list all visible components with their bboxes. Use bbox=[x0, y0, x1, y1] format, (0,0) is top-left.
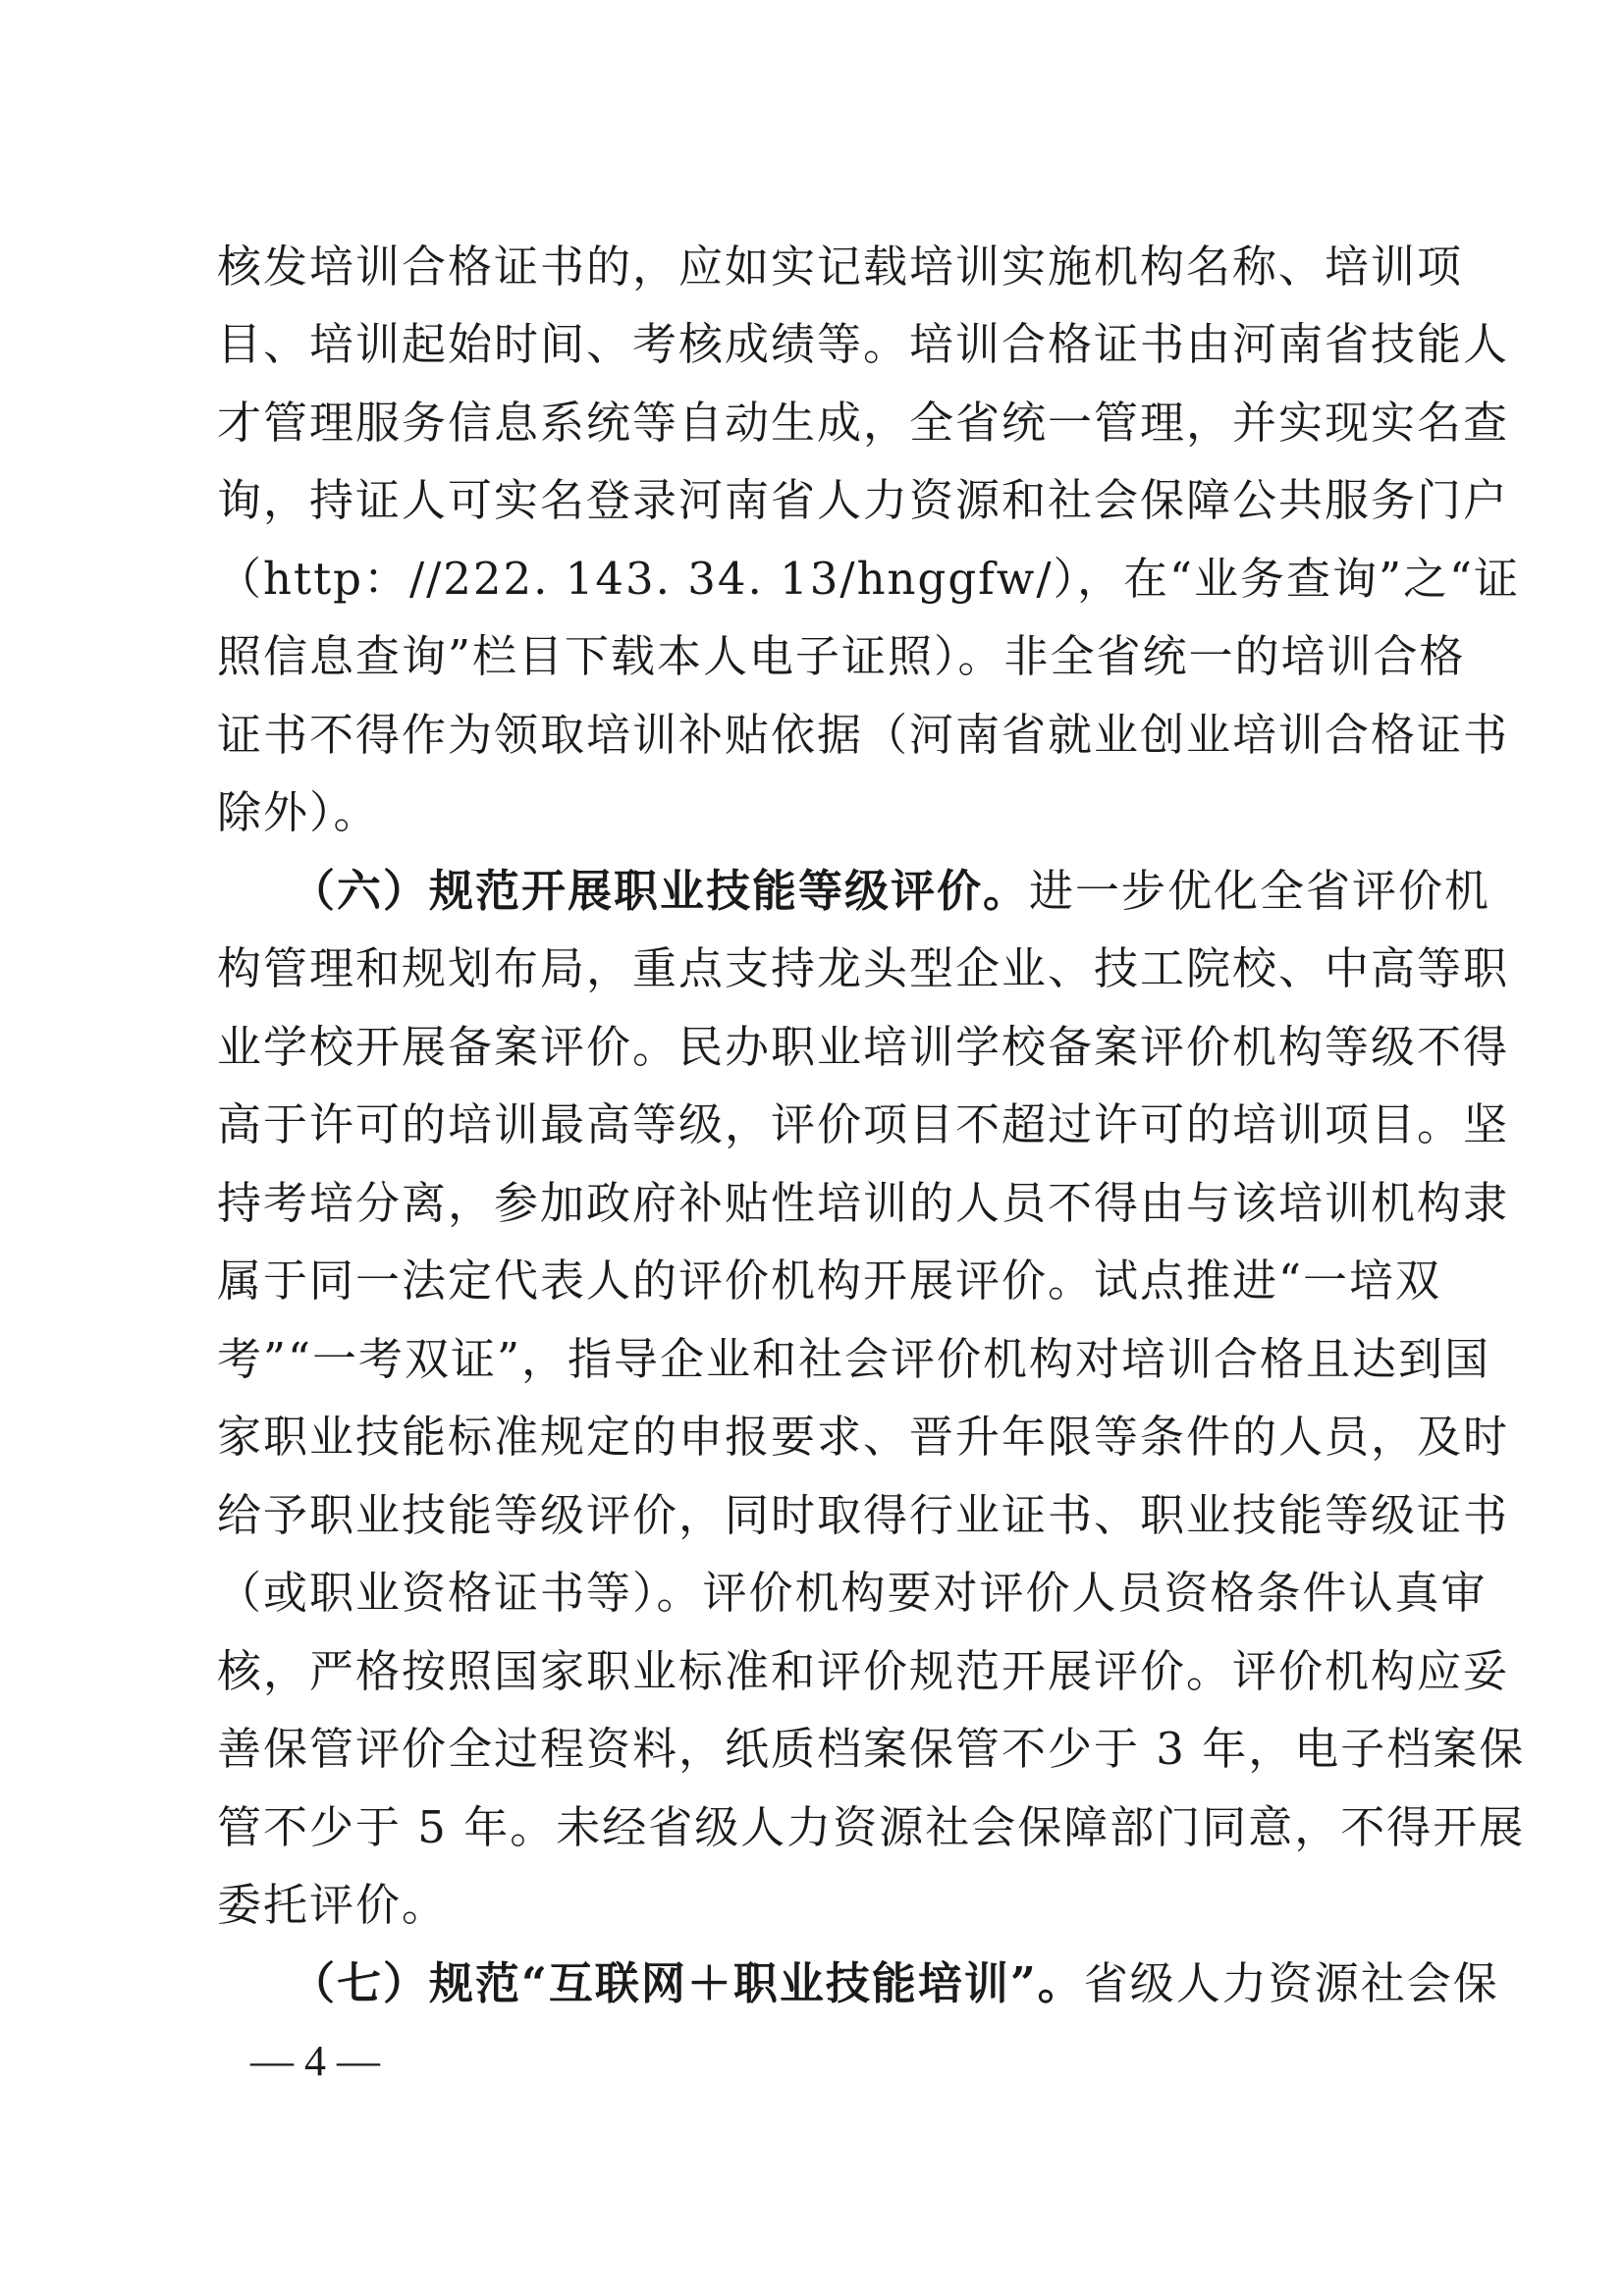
text-line: 委托评价。 bbox=[217, 1879, 449, 1931]
text-fragment: 进一步优化全省评价机 bbox=[1029, 865, 1491, 917]
text-line: 家职业技能标准规定的申报要求、晋升年限等条件的人员，及时 bbox=[217, 1411, 1510, 1463]
text-line-url: （http：//222. 143. 34. 13/hnggfw/），在“业务查询”之“证 bbox=[217, 553, 1520, 605]
text-line: （或职业资格证书等）。评价机构要对评价人员资格条件认真审 bbox=[217, 1567, 1488, 1619]
text-line: 核发培训合格证书的，应如实记载培训实施机构名称、培训项 bbox=[217, 240, 1464, 293]
section-six-heading: （六）规范开展职业技能等级评价。 bbox=[291, 865, 1030, 917]
section-six-line bbox=[291, 852, 1491, 931]
text-line: 业学校开展备案评价。民办职业培训学校备案评价机构等级不得 bbox=[217, 1021, 1510, 1073]
text-line: 高于许可的培训最高等级，评价项目不超过许可的培训项目。坚 bbox=[217, 1098, 1510, 1150]
section-seven-line bbox=[291, 1945, 1499, 2023]
text-line: 核，严格按照国家职业标准和评价规范开展评价。评价机构应妥 bbox=[217, 1645, 1510, 1697]
section-seven-heading: （七）规范“互联网＋职业技能培训”。 bbox=[291, 1957, 1084, 2009]
text-line: 考”“一考双证”，指导企业和社会评价机构对培训合格且达到国 bbox=[217, 1333, 1491, 1385]
text-line: 目、培训起始时间、考核成绩等。培训合格证书由河南省技能人 bbox=[217, 318, 1510, 370]
text-fragment: 省级人力资源社会保 bbox=[1083, 1957, 1499, 2009]
page-number: — 4 — bbox=[250, 2037, 380, 2085]
text-line: 属于同一法定代表人的评价机构开展评价。试点推进“一培双 bbox=[217, 1255, 1442, 1307]
text-line: 证书不得作为领取培训补贴依据（河南省就业创业培训合格证书 bbox=[217, 709, 1510, 761]
text-line: 给予职业技能等级评价，同时取得行业证书、职业技能等级证书 bbox=[217, 1489, 1510, 1541]
text-line: 持考培分离，参加政府补贴性培训的人员不得由与该培训机构隶 bbox=[217, 1177, 1510, 1229]
text-line: 构管理和规划布局，重点支持龙头型企业、技工院校、中高等职 bbox=[217, 942, 1510, 994]
text-line: 才管理服务信息系统等自动生成，全省统一管理，并实现实名查 bbox=[217, 397, 1510, 449]
text-line: 除外）。 bbox=[217, 786, 380, 838]
text-line: 询，持证人可实名登录河南省人力资源和社会保障公共服务门户 bbox=[217, 474, 1510, 526]
text-line: 管不少于 5 年。未经省级人力资源社会保障部门同意，不得开展 bbox=[217, 1801, 1526, 1853]
text-line: 照信息查询”栏目下载本人电子证照）。非全省统一的培训合格 bbox=[217, 630, 1466, 682]
text-line: 善保管评价全过程资料，纸质档案保管不少于 3 年，电子档案保 bbox=[217, 1723, 1526, 1775]
